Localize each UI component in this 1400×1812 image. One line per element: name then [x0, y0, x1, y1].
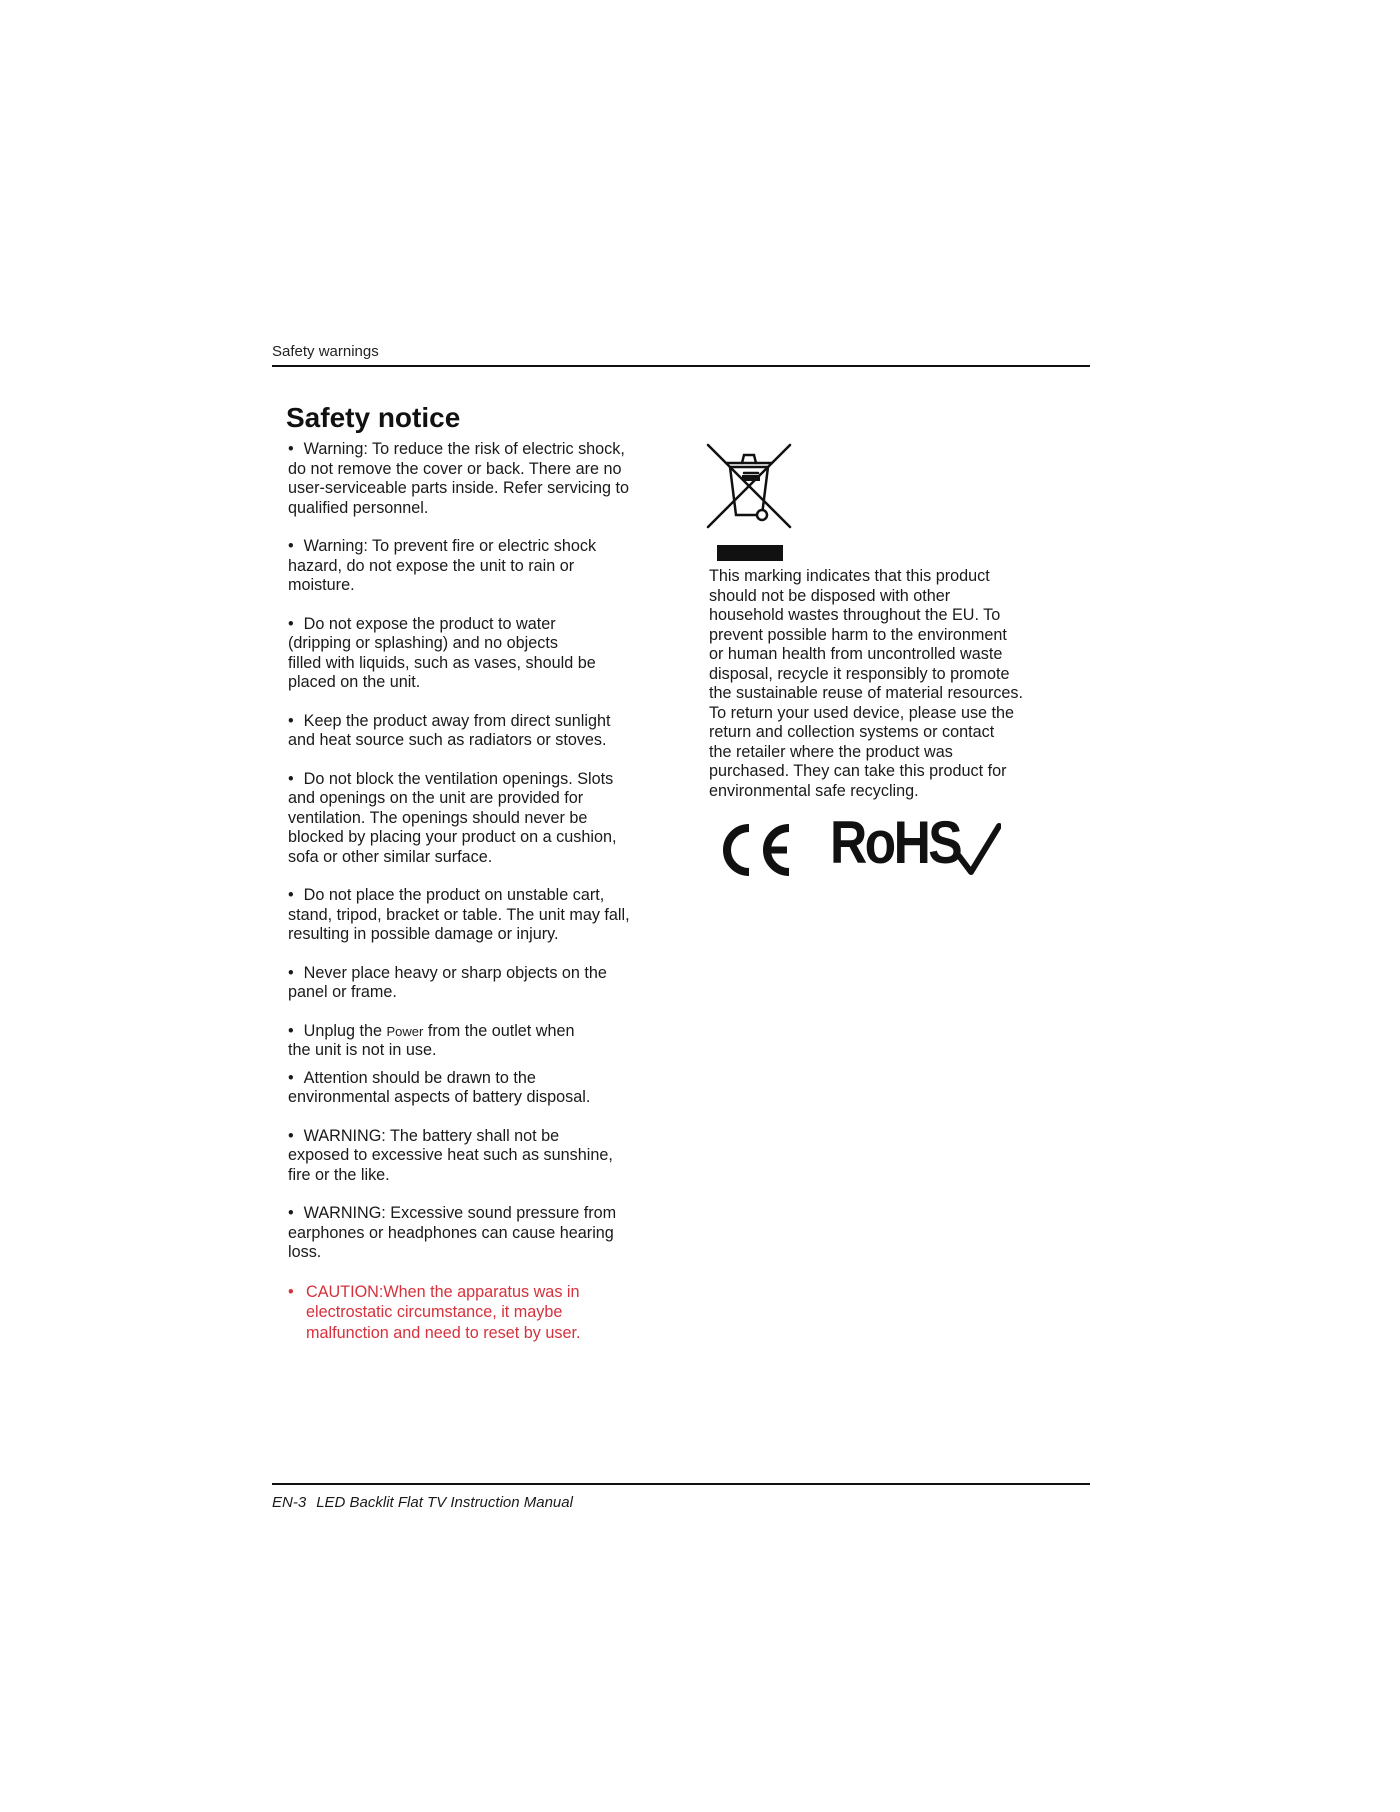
page-number: EN-3 [272, 1494, 307, 1511]
rohs-mark: RoHS [830, 809, 961, 876]
crossed-out-bin-icon [706, 443, 792, 529]
bullet: • [288, 963, 294, 982]
list-item: • WARNING: The battery shall not be exposed to excessive heat such as sunshine, fire or the like. [288, 1126, 613, 1184]
list-item: • Keep the product away from direct sunlight and heat source such as radiators or stoves. [288, 711, 611, 749]
checkmark-icon [955, 822, 1001, 876]
manual-title: LED Backlit Flat TV Instruction Manual [316, 1494, 573, 1511]
list-item: • Do not place the product on unstable cart, stand, tripod, bracket or table. The unit may fall, resulting in possible damage or injury. [288, 886, 630, 943]
list-item: • Do not block the ventilation openings. Slots and openings on the unit are provided for ventilation. The openings should never be blocked by placing your product on a cushion, sofa or other similar surface. [288, 769, 617, 866]
bullet: • [288, 614, 294, 633]
page-title: Safety notice [286, 402, 461, 433]
list-item: • Attention should be drawn to the environmental aspects of battery disposal. [288, 1068, 591, 1106]
bullet: • [288, 1021, 294, 1040]
header-rule [272, 365, 1090, 367]
caution-item: • CAUTION:When the apparatus was in electrostatic circumstance, it maybe malfunction and need to reset by user. [288, 1282, 581, 1342]
list-item: • WARNING: Excessive sound pressure from earphones or headphones can cause hearing loss. [288, 1204, 617, 1261]
bullet: • [288, 1282, 294, 1301]
bullet: • [288, 1126, 294, 1145]
list-item-unplug: • Unplug the Power from the outlet when the unit is not in use. [288, 1021, 575, 1059]
bullet: • [288, 537, 294, 555]
safety-notice-list [288, 440, 670, 1343]
list-item: • Do not expose the product to water (dripping or splashing) and no objects filled with liquids, such as vases, should be placed on the unit. [288, 614, 596, 691]
bullet: • [288, 1204, 294, 1222]
list-item: • Warning: To reduce the risk of electric shock, do not remove the cover or back. There are no user-serviceable parts inside. Refer servicing to qualified personnel. [288, 440, 629, 517]
footer-rule [272, 1483, 1090, 1485]
power-word: Power [386, 1023, 424, 1039]
list-item: • Warning: To prevent fire or electric shock hazard, do not expose the unit to rain or moisture. [288, 537, 597, 594]
page-footer [272, 1494, 573, 1511]
section-header: Safety warnings [272, 343, 379, 360]
bullet: • [288, 440, 294, 458]
bullet: • [288, 886, 294, 904]
bullet: • [288, 1068, 294, 1087]
bullet: • [288, 769, 294, 788]
weee-notice: This marking indicates that this product should not be disposed with other household wastes throughout the EU. To prevent possible harm to the environment or human health from uncontrolled waste disposal, recycle it responsibly to promote the sustainable reuse of material resources. To return your used device, please use the return and collection systems or contact the retailer where the product was purchased. They can take this product for environmental safe recycling. [709, 567, 1024, 800]
list-item: • Never place heavy or sharp objects on the panel or frame. [288, 963, 607, 1001]
ce-mark-icon [717, 820, 797, 880]
bullet: • [288, 711, 294, 730]
weee-solid-bar [717, 545, 783, 561]
